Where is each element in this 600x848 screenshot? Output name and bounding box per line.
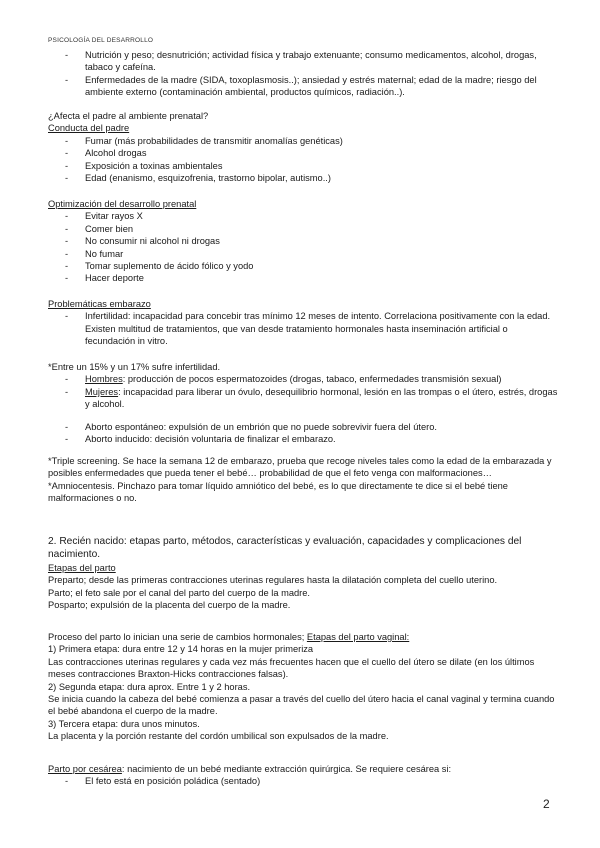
list-item: - Alcohol drogas	[48, 147, 558, 159]
list-item: - Exposición a toxinas ambientales	[48, 160, 558, 172]
father-section	[48, 110, 558, 184]
page-number: 2	[543, 797, 550, 811]
list-item: - Enfermedades de la madre (SIDA, toxoplasmosis..); ansiedad y estrés maternal; edad de la madre; riesgo del ambiente externo (contaminación ambiental, productos químicos, radiación..).	[48, 74, 558, 99]
list-item: - Aborto inducido: decisión voluntaria de finalizar el embarazo.	[48, 433, 558, 445]
cesarea-text: : nacimiento de un bebé mediante extracción quirúrgica. Se requiere cesárea si:	[121, 764, 452, 774]
stage-text: 3) Tercera etapa: dura unos minutos.	[48, 718, 200, 729]
list-item	[48, 386, 558, 411]
intro-section	[48, 49, 558, 99]
running-header: PSICOLOGÍA DEL DESARROLLO	[48, 37, 154, 44]
stage-text: La placenta y la porción restante del cordón umbilical son expulsados de la madre.	[48, 731, 389, 742]
section-heading: Conducta del padre	[48, 123, 130, 134]
stage-text: Preparto; desde las primeras contracciones uterinas regulares hasta la dilatación completa del cuello uterino.	[48, 575, 498, 586]
amniocentesis-note: *Amniocentesis. Pinchazo para tomar líquido amniótico del bebé, es lo que directamente te dice si el bebé tiene malformaciones o no.	[48, 480, 508, 504]
list-item: - Nutrición y peso; desnutrición; actividad física y trabajo extenuante; consumo medicamentos, alcohol, drogas, tabaco y cafeína.	[48, 49, 558, 74]
list-item: - Fumar (más probabilidades de transmitir anomalías genéticas)	[48, 135, 558, 147]
list-item: - Aborto espontáneo: expulsión de un embrión que no puede sobrevivir fuera del útero.	[48, 421, 558, 433]
section-heading: Etapas del parto	[48, 563, 116, 573]
birth-stages	[48, 562, 558, 612]
list-item	[48, 373, 558, 385]
stage-text: Se inicia cuando la cabeza del bebé comienza a pasar a través del cuello del útero hacia el canal vaginal y termina cuando el bebé abandona el cuerpo de la madre.	[48, 694, 555, 717]
stat-note: *Entre un 15% y un 17% sufre infertilidad.	[48, 362, 221, 372]
stage-text: 1) Primera etapa: dura entre 12 y 14 horas en la mujer primeriza	[48, 644, 314, 655]
cesarea-intro	[48, 763, 558, 775]
abortion-list	[48, 421, 558, 446]
list-item: - Edad (enanismo, esquizofrenia, trastorno bipolar, autismo..)	[48, 172, 558, 184]
stage-text: Parto; el feto sale por el canal del parto del cuerpo de la madre.	[48, 587, 311, 598]
list-item: - Tomar suplemento de ácido fólico y yodo	[48, 260, 558, 272]
women-text: : incapacidad para liberar un óvulo, desequilibrio hormonal, lesión en las trompas o el útero, estrés, drogas y alcohol.	[85, 386, 558, 410]
vaginal-stages	[48, 631, 558, 743]
list-item: - Evitar rayos X	[48, 210, 558, 222]
process-intro-text: Proceso del parto lo inician una serie de cambios hormonales;	[48, 632, 307, 642]
list-item: - Comer bien	[48, 223, 558, 235]
process-heading: Etapas del parto vaginal:	[306, 632, 410, 642]
list-item: - Infertilidad: incapacidad para concebir tras mínimo 12 meses de intento. Correlaciona positivamente con la edad. Existen multitud de tratamientos, que van desde tratamiento hormonales hasta inseminación artificial o fecundación in vitro.	[48, 310, 558, 347]
section-heading: Optimización del desarrollo prenatal	[48, 199, 197, 209]
cesarea-section	[48, 763, 558, 788]
process-intro	[48, 631, 558, 643]
list-item: - Hacer deporte	[48, 272, 558, 284]
list-item: - No fumar	[48, 248, 558, 260]
section-2-title: 2. Recién nacido: etapas parto, métodos, características y evaluación, capacidades y complicaciones del nacimiento.	[48, 536, 522, 560]
infertility-stats	[48, 361, 558, 411]
cesarea-label: Parto por cesárea	[48, 764, 122, 774]
stage-text: Posparto; expulsión de la placenta del cuerpo de la madre.	[48, 600, 291, 611]
screening-notes	[48, 455, 558, 505]
question-text: ¿Afecta el padre al ambiente prenatal?	[48, 111, 209, 121]
men-text: : producción de pocos espermatozoides (drogas, tabaco, enfermedades transmisión sexual)	[122, 374, 502, 385]
problems-section	[48, 298, 558, 348]
triple-screening-note: *Triple screening. Se hace la semana 12 de embarazo, prueba que recoge niveles tales como la edad de la embarazada y posibles enfermedades que pueda tener el bebé… probabilidad de que el feto venga con malformaciones…	[48, 456, 552, 479]
list-item: - El feto está en posición poládica (sentado)	[48, 775, 558, 787]
optimization-section	[48, 198, 558, 285]
men-label: Hombres	[85, 374, 123, 385]
stage-text: 2) Segunda etapa: dura aprox. Entre 1 y 2 horas.	[48, 681, 251, 692]
stage-text: Las contracciones uterinas regulares y cada vez más frecuentes hacen que el cuello del útero se dilate (en los últimos meses contracciones Braxton-Hicks contracciones falsas).	[48, 656, 535, 680]
list-item: - No consumir ni alcohol ni drogas	[48, 235, 558, 247]
section-heading: Problemáticas embarazo	[48, 299, 151, 309]
women-label: Mujeres	[85, 386, 119, 397]
